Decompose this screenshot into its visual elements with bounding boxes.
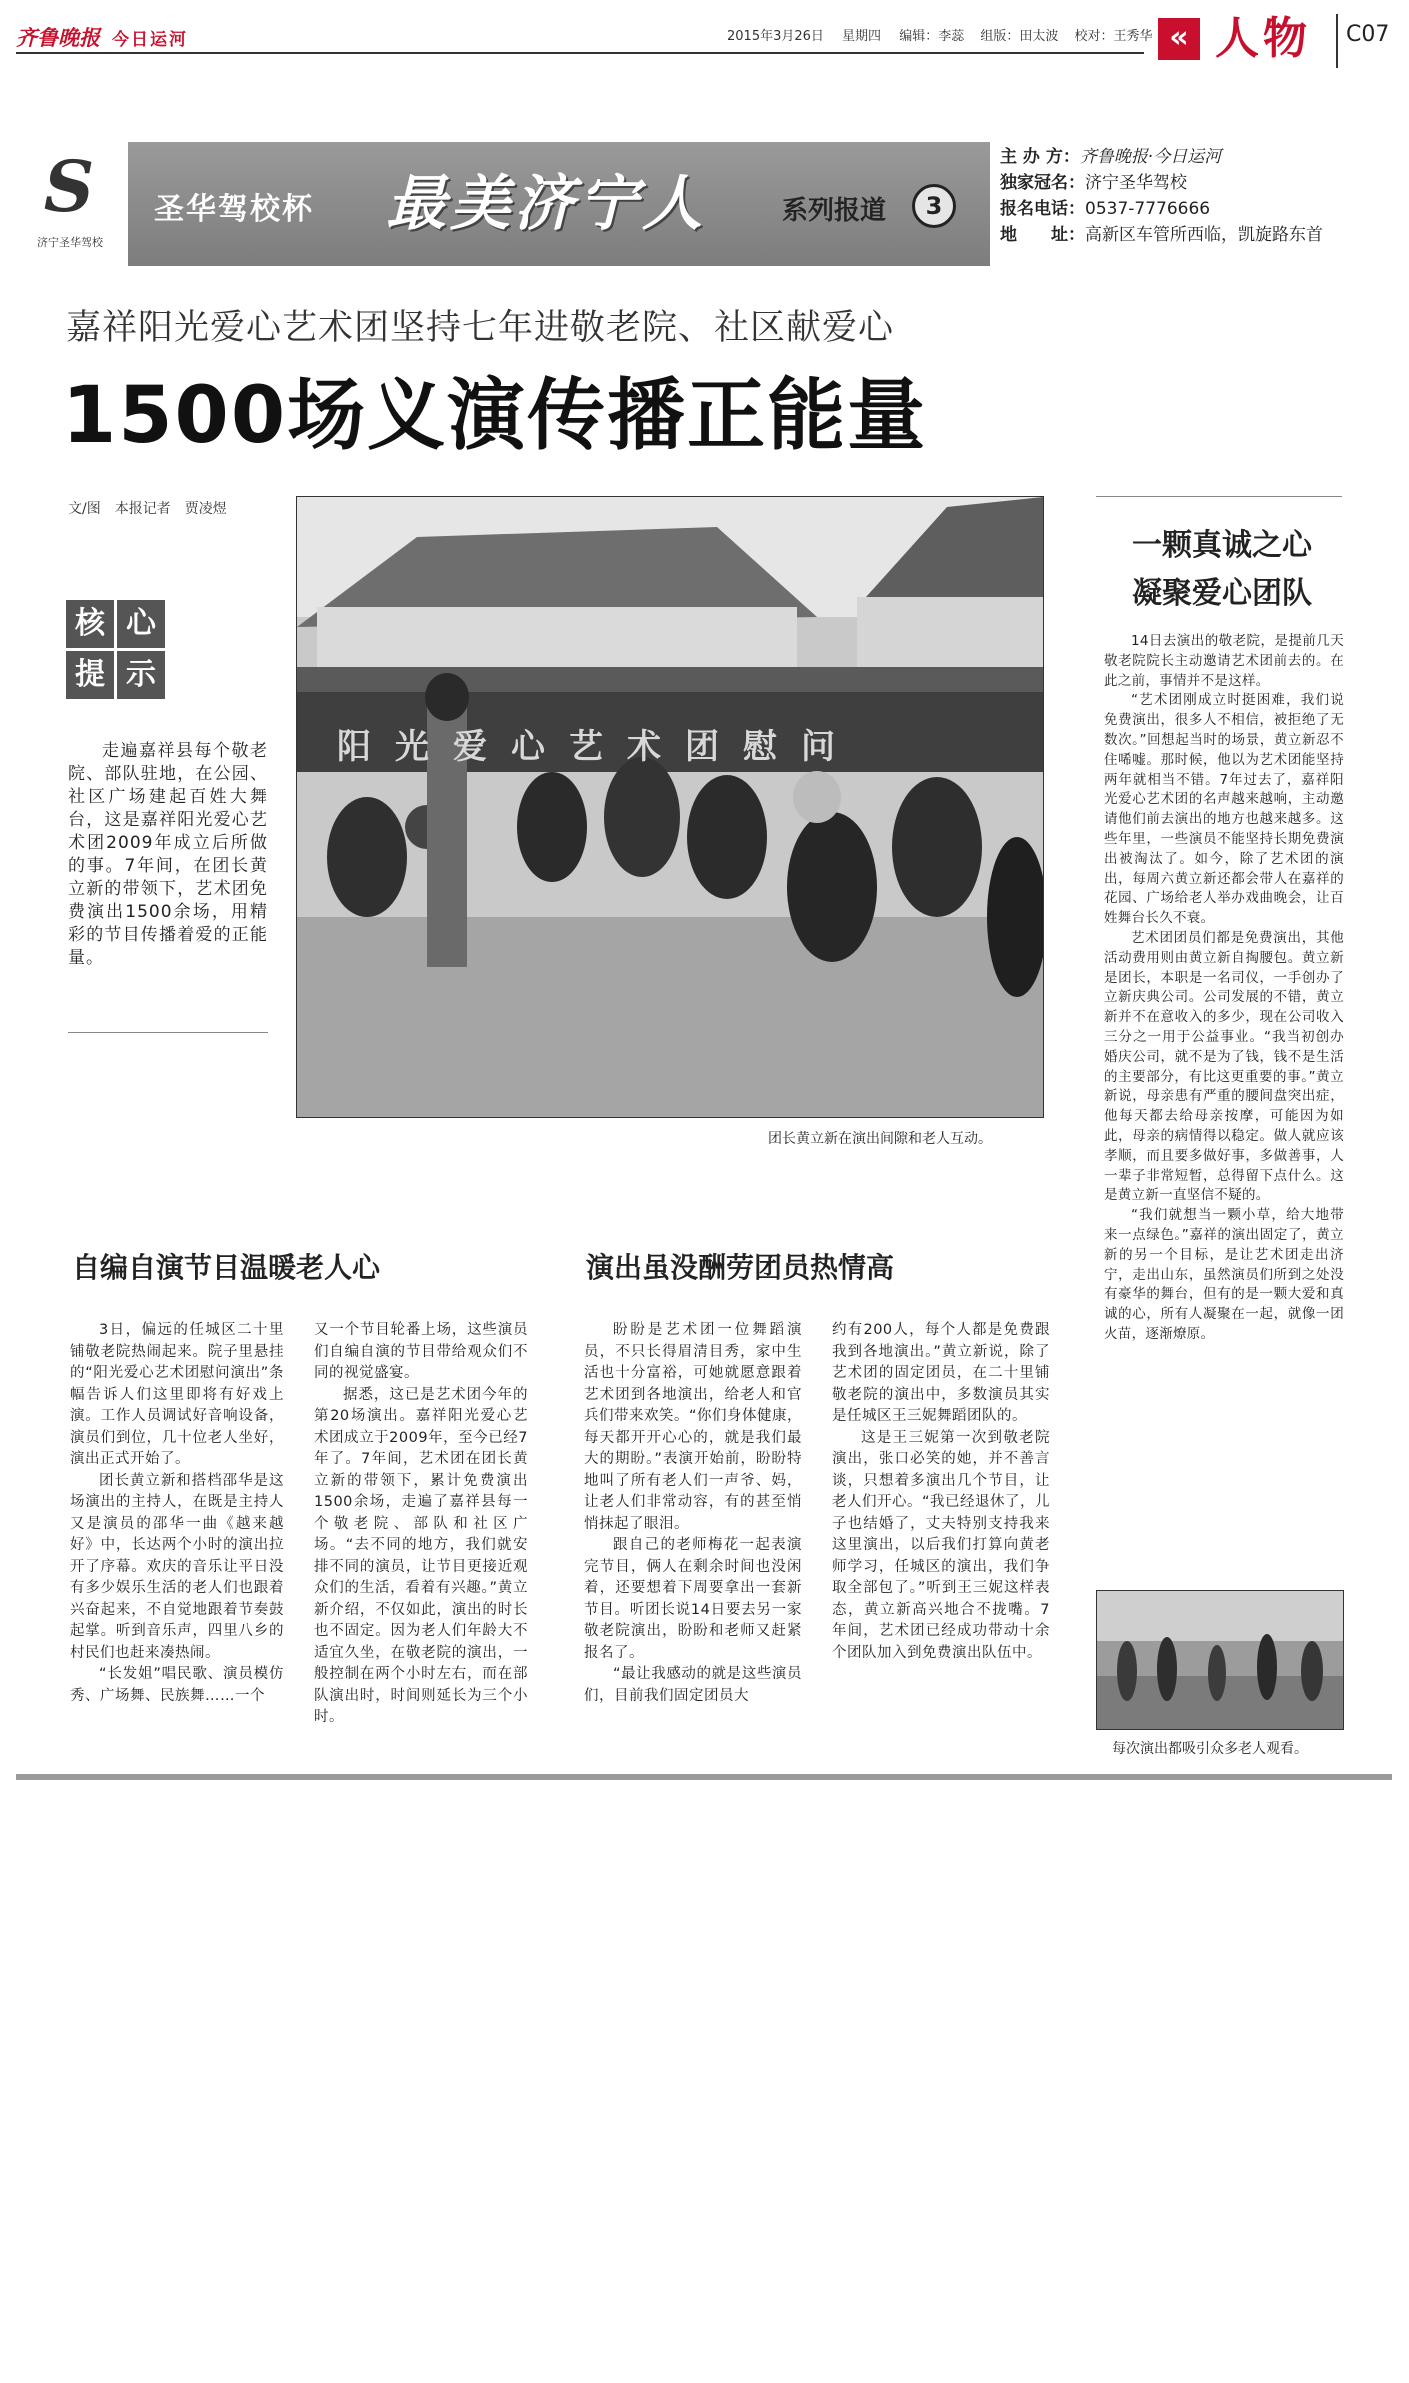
core-tag [66, 600, 176, 702]
logo-caption: 济宁圣华驾校 [37, 236, 103, 249]
right-paragraph: “艺术团刚成立时挺困难，我们说免费演出，很多人不相信，被拒绝了无数次。”回想起当时的场景，黄立新忍不住唏嘘。那时候，他以为艺术团能坚持两年就相当不错。7年过去了，嘉祥阳光爱心艺术团的名声越来越响，主动邀请他们前去演出的地方也越来越多。这些年里，一些演员不能坚持长期免费演出被淘汰了。如今，除了艺术团的演出，每周六黄立新还都会带人在嘉祥的花园、广场给老人举办戏曲晚会，让百姓舞台长久不衰。 [1104, 692, 1344, 927]
core-tag-char: 示 [117, 651, 165, 699]
section1-paragraph: “长发姐”唱民歌、演员模仿秀、广场舞、民族舞……一个 [70, 1666, 284, 1704]
section1-col2 [314, 1320, 528, 1729]
section-chevron-icon: « [1158, 18, 1200, 60]
section2-col1 [584, 1320, 802, 1707]
right-paragraph: “我们就想当一颗小草，给大地带来一点绿色。”嘉祥的演出固定了，黄立新的另一个目标，是让艺术团走出济宁，走出山东，虽然演员们所到之处没有豪华的舞台，但有的是一颗大爱和真诚的心，所有人凝聚在一起，就像一团火苗，逐渐燎原。 [1104, 1207, 1344, 1342]
section1-paragraph: 据悉，这已是艺术团今年的第20场演出。嘉祥阳光爱心艺术团成立于2009年，至今已经7年了。7年间，艺术团在团长黄立新的带领下，累计免费演出1500余场，走遍了嘉祥县每一个敬老院、部队和社区广场。“去不同的地方，我们就安排不同的演员，让节目更接近观众们的生活，看着有兴趣。”黄立新介绍，不仅如此，演出的时长也不固定。因为老人们年龄大不适宜久坐，在敬老院的演出，一般控制在两个小时左右，而在部队演出时，时间则延长为三个小时。 [314, 1386, 528, 1725]
vertical-divider [1336, 14, 1338, 68]
section2-paragraph: 约有200人，每个人都是免费跟我到各地演出。”黄立新说，除了艺术团的固定团员，在二十里铺敬老院的演出中，多数演员其实是任城区王三妮舞蹈团队的。 [832, 1322, 1050, 1424]
section1-col1 [70, 1320, 284, 1707]
main-photo [296, 496, 1044, 1118]
cup-name: 圣华驾校杯 [154, 192, 314, 227]
right-paragraph: 艺术团团员们都是免费演出，其他活动费用则由黄立新自掏腰包。黄立新是团长，本职是一名司仪，一手创办了立新庆典公司。公司发展的不错，黄立新并不在意收入的多少，现在公司收入三分之一用于公益事业。“我当初创办婚庆公司，就不是为了钱，钱不是生活的主要部分，有比这更重要的事。”黄立新说，母亲患有严重的腰间盘突出症，他每天都去给母亲按摩，可能因为如此，母亲的病情得以稳定。做人就应该孝顺，而且要多做好事，多做善事，人一辈子非常短暂，总得留下点什么。这是黄立新一直坚信不疑的。 [1104, 929, 1344, 1204]
right-photo-art [1097, 1591, 1343, 1729]
byline: 文/图 本报记者 贾凌煜 [68, 501, 227, 517]
banner-strip [128, 142, 990, 266]
campaign-title: 最美济宁人 [386, 169, 706, 239]
section2-title: 演出虽没酬劳团员热情高 [586, 1251, 895, 1284]
banner-info [1000, 144, 1392, 248]
section1-paragraph: 又一个节目轮番上场，这些演员们自编自演的节目带给观众们不同的视觉盛宴。 [314, 1322, 528, 1381]
address-value: 高新区车管所西临，凯旋路东首 [1085, 225, 1323, 245]
issue-weekday: 星期四 [842, 29, 882, 44]
section-name: 今日运河 [112, 30, 188, 50]
page-bottom-rule [16, 1774, 1392, 1780]
section-title: 人物 [1215, 13, 1311, 64]
sponsor-value: 济宁圣华驾校 [1085, 173, 1187, 193]
issue-info [727, 25, 1153, 44]
campaign-banner [16, 142, 1392, 266]
section1-title: 自编自演节目温暖老人心 [72, 1251, 381, 1284]
proof-credit: 校对：王秀华 [1074, 29, 1153, 44]
phone-row [1000, 196, 1392, 222]
core-tag-char: 心 [117, 600, 165, 648]
main-photo-art [297, 497, 1043, 1117]
layout-credit: 组版：田太波 [980, 29, 1059, 44]
headline-kicker: 嘉祥阳光爱心艺术团坚持七年进敬老院、社区献爱心 [66, 308, 895, 348]
address-label: 地 址： [1000, 225, 1085, 245]
core-divider [68, 1032, 268, 1033]
right-photo-caption: 每次演出都吸引众多老人观看。 [1112, 1741, 1308, 1757]
event-banner-text: 阳光爱心艺术团慰问 [337, 727, 859, 767]
series-label: 系列报道 [782, 196, 887, 226]
school-logo [16, 142, 124, 266]
section2-paragraph: 跟自己的老师梅花一起表演完节目，俩人在剩余时间也没闲着，还要想着下周要拿出一套新节目。听团长说14日要去另一家敬老院演出，盼盼和老师又赶紧报名了。 [584, 1537, 802, 1661]
masthead [0, 0, 1409, 75]
headline-title: 1500场义演传播正能量 [62, 371, 928, 461]
main-photo-caption: 团长黄立新在演出间隙和老人互动。 [768, 1131, 992, 1147]
s-logo-icon: S [43, 145, 95, 228]
core-tag-char: 提 [66, 651, 114, 699]
core-summary [68, 740, 268, 970]
paper-logo: 齐鲁晚报 [16, 25, 100, 50]
right-body [1104, 632, 1344, 1345]
organizer-row [1000, 144, 1392, 170]
core-summary-text: 走遍嘉祥县每个敬老院、部队驻地，在公园、社区广场建起百姓大舞台，这是嘉祥阳光爱心艺术团2009年成立后所做的事。7年间，在团长黄立新的带领下，艺术团免费演出1500余场，用精彩的节目传播着爱的正能量。 [68, 741, 268, 968]
right-title-2: 凝聚爱心团队 [1132, 576, 1312, 611]
phone-value: 0537-7776666 [1085, 199, 1211, 219]
address-row [1000, 222, 1392, 248]
page-number: C07 [1346, 22, 1390, 47]
series-number: 3 [912, 184, 956, 228]
right-photo [1096, 1590, 1344, 1730]
section1-paragraph: 团长黄立新和搭档邵华是这场演出的主持人，在既是主持人又是演员的邵华一曲《越来越好》中，长达两个小时的演出拉开了序幕。欢庆的音乐让平日没有多少娱乐生活的老人们也跟着兴奋起来，不自觉地跟着节奏鼓起掌。听到音乐声，四里八乡的村民们也赶来凑热闹。 [70, 1472, 284, 1661]
section2-paragraph: 盼盼是艺术团一位舞蹈演员，不只长得眉清目秀，家中生活也十分富裕，可她就愿意跟着艺术团到各地演出，给老人和官兵们带来欢笑。“你们身体健康，每天都开开心心的，就是我们最大的期盼。”表演开始前，盼盼特地叫了所有老人们一声爷、妈，让老人们非常动容，有的甚至悄悄抹起了眼泪。 [584, 1322, 803, 1532]
sponsor-row [1000, 170, 1392, 196]
core-tag-char: 核 [66, 600, 114, 648]
section1-paragraph: 3日，偏远的任城区二十里铺敬老院热闹起来。院子里悬挂的“阳光爱心艺术团慰问演出”条幅告诉人们这里即将有好戏上演。工作人员调试好音响设备，演员们到位，几十位老人坐好，演出正式开始了。 [70, 1322, 284, 1467]
section2-paragraph: 这是王三妮第一次到敬老院演出，张口必笑的她，并不善言谈，只想着多演出几个节目，让老人们开心。“我已经退休了，儿子也结婚了，丈夫特别支持我来这里演出，以后我们打算向黄老师学习，任城区的演出，我们争取全部包了。”听到王三妮这样表态，黄立新高兴地合不拢嘴。7年间，艺术团已经成功带动十余个团队加入到免费演出队伍中。 [832, 1429, 1051, 1661]
right-top-rule [1096, 496, 1342, 497]
sponsor-label: 独家冠名： [1000, 173, 1085, 193]
phone-label: 报名电话： [1000, 199, 1085, 219]
editor-credit: 编辑：李蕊 [899, 29, 965, 44]
section2-col2 [832, 1320, 1050, 1664]
masthead-rule [16, 52, 1144, 54]
organizer-label: 主 办 方： [1000, 147, 1080, 167]
right-paragraph: 14日去演出的敬老院，是提前几天敬老院院长主动邀请艺术团前去的。在此之前，事情并不是这样。 [1104, 633, 1344, 689]
issue-date: 2015年3月26日 [727, 29, 824, 44]
right-title-1: 一颗真诚之心 [1132, 528, 1312, 563]
organizer-value: 齐鲁晚报·今日运河 [1079, 147, 1222, 167]
section2-paragraph: “最让我感动的就是这些演员们，目前我们固定团员大 [584, 1666, 802, 1704]
